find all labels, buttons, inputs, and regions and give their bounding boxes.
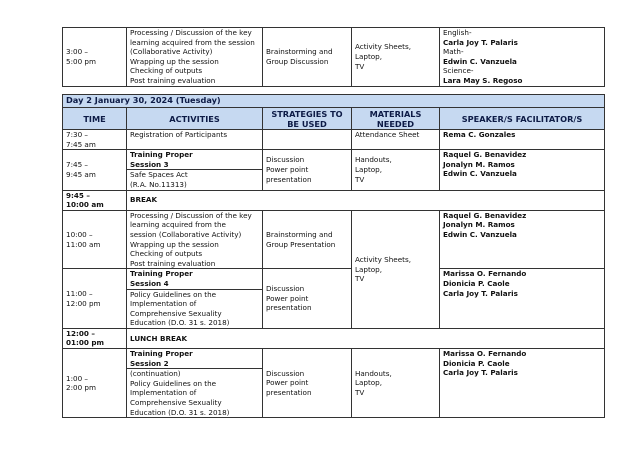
time-line: 3:00 – bbox=[66, 47, 89, 57]
strategy-line: Group Discussion bbox=[266, 56, 329, 66]
time-cell bbox=[63, 210, 127, 269]
time-cell bbox=[63, 269, 127, 329]
speaker-name: Edwin C. Vanzuela bbox=[443, 229, 517, 239]
material-line: TV bbox=[355, 174, 365, 184]
speaker-name: Dionicia P. Caole bbox=[443, 278, 510, 288]
time-line: 1:00 – bbox=[66, 373, 89, 383]
subject-label: Math- bbox=[443, 47, 464, 57]
material-line: Activity Sheets, bbox=[355, 42, 411, 52]
strategies-cell bbox=[263, 28, 352, 87]
time-line: 7:45 am bbox=[66, 139, 96, 149]
topic-line: Implementation of bbox=[130, 388, 197, 398]
materials-cell bbox=[352, 28, 440, 87]
session-title-line: Session 2 bbox=[130, 358, 169, 368]
activities-cell bbox=[127, 210, 263, 269]
strategy-line: Power point bbox=[266, 378, 309, 388]
materials-cell bbox=[352, 210, 440, 328]
topic-line: (R.A. No.11313) bbox=[130, 179, 187, 189]
activity-line: Wrapping up the session bbox=[130, 56, 219, 66]
header-activities: ACTIVITIES bbox=[127, 108, 263, 130]
material-line: Laptop, bbox=[355, 378, 383, 388]
speakers-cell bbox=[440, 210, 605, 269]
time-cell bbox=[63, 349, 127, 418]
material-line: Laptop, bbox=[355, 51, 383, 61]
time-line: 01:00 pm bbox=[66, 338, 105, 348]
day-title-row bbox=[63, 95, 605, 108]
speaker-name: Edwin C. Vanzuela bbox=[443, 56, 517, 66]
strategy-line: Group Presentation bbox=[266, 239, 336, 249]
activity-line: Checking of outputs bbox=[130, 66, 203, 76]
topic-line: Education (D.O. 31 s. 2018) bbox=[130, 318, 230, 328]
time-line: 12:00 – bbox=[66, 328, 95, 338]
material-line: TV bbox=[355, 61, 365, 71]
activity-line: Post training evaluation bbox=[130, 258, 216, 268]
time-cell bbox=[63, 328, 127, 348]
session-title-cell bbox=[127, 150, 263, 170]
speakers-cell bbox=[440, 269, 605, 329]
header-strategies: STRATEGIES TO BE USED bbox=[263, 108, 352, 130]
activity-line: Processing / Discussion of the key bbox=[130, 210, 252, 220]
strategy-line: Power point bbox=[266, 165, 309, 175]
time-line: 2:00 pm bbox=[66, 383, 96, 393]
speaker-name: Carla Joy T. Palaris bbox=[443, 288, 518, 298]
session-title-line: Training Proper bbox=[130, 349, 193, 359]
day1-continuation-table bbox=[62, 27, 605, 87]
table-row bbox=[63, 210, 605, 269]
speaker-name: Carla Joy T. Palaris bbox=[443, 368, 518, 378]
session-title-line: Training Proper bbox=[130, 150, 193, 160]
strategy-line: Power point bbox=[266, 293, 309, 303]
strategy-line: presentation bbox=[266, 387, 312, 397]
material-line: Handouts, bbox=[355, 368, 392, 378]
time-line: 9:45 – bbox=[66, 190, 90, 200]
time-line: 7:30 – bbox=[66, 130, 89, 139]
speaker-name: Lara May S. Regoso bbox=[443, 75, 523, 85]
time-line: 11:00 – bbox=[66, 289, 93, 298]
speakers-cell bbox=[440, 28, 605, 87]
strategy-line: Brainstorming and bbox=[266, 229, 333, 239]
strategy-line: Discussion bbox=[266, 155, 305, 165]
activities-cell bbox=[127, 28, 263, 87]
activity-line: (Collaborative Activity) bbox=[130, 47, 213, 57]
material-line: Activity Sheets, bbox=[355, 254, 411, 264]
subject-label: English- bbox=[443, 28, 472, 37]
strategy-line: Discussion bbox=[266, 368, 305, 378]
session-topic-cell bbox=[127, 369, 263, 418]
strategy-line: presentation bbox=[266, 303, 312, 313]
materials-cell bbox=[352, 349, 440, 418]
strategy-line: Discussion bbox=[266, 284, 305, 294]
strategy-line: presentation bbox=[266, 174, 312, 184]
activity-line: Checking of outputs bbox=[130, 249, 203, 259]
activity-line: learning acquired from the session bbox=[130, 37, 255, 47]
session-title-line: Training Proper bbox=[130, 269, 193, 279]
topic-line: Policy Guidelines on the bbox=[130, 289, 217, 299]
material-line: Laptop, bbox=[355, 165, 383, 175]
topic-line: Implementation of bbox=[130, 299, 197, 309]
time-line: 10:00 am bbox=[66, 200, 104, 210]
day-title: Day 2 January 30, 2024 (Tuesday) bbox=[63, 95, 605, 108]
time-line: 5:00 pm bbox=[66, 56, 96, 66]
speaker-cell: Rema C. Gonzales bbox=[440, 130, 605, 150]
time-line: 7:45 – bbox=[66, 160, 89, 170]
speaker-name: Raquel G. Benavidez bbox=[443, 150, 527, 160]
header-materials: MATERIALS NEEDED bbox=[352, 108, 440, 130]
day2-schedule-table bbox=[62, 94, 605, 418]
time-cell bbox=[63, 150, 127, 190]
strategy-line: Brainstorming and bbox=[266, 47, 333, 57]
activity-line: Wrapping up the session bbox=[130, 239, 219, 249]
activity-line: session (Collaborative Activity) bbox=[130, 229, 242, 239]
table-row bbox=[63, 328, 605, 348]
session-title-cell bbox=[127, 269, 263, 289]
speaker-name: Raquel G. Benavidez bbox=[443, 210, 527, 220]
session-topic-cell bbox=[127, 289, 263, 328]
strategies-cell bbox=[263, 150, 352, 190]
session-topic-cell bbox=[127, 170, 263, 190]
time-cell bbox=[63, 190, 127, 210]
lunch-label: LUNCH BREAK bbox=[127, 328, 605, 348]
strategies-cell bbox=[263, 269, 352, 329]
strategies-cell bbox=[263, 349, 352, 418]
header-time: TIME bbox=[63, 108, 127, 130]
topic-line: Safe Spaces Act bbox=[130, 170, 188, 180]
subject-label: Science- bbox=[443, 66, 474, 76]
time-line: 12:00 pm bbox=[66, 298, 101, 308]
table-row bbox=[63, 150, 605, 170]
activity-cell: Registration of Participants bbox=[127, 130, 263, 150]
session-title-line: Session 4 bbox=[130, 278, 169, 288]
topic-line: Education (D.O. 31 s. 2018) bbox=[130, 407, 230, 417]
topic-line: Comprehensive Sexuality bbox=[130, 308, 222, 318]
time-cell bbox=[63, 130, 127, 150]
table-row bbox=[63, 190, 605, 210]
activity-line: Post training evaluation bbox=[130, 75, 216, 85]
time-line: 10:00 – bbox=[66, 229, 93, 239]
time-cell bbox=[63, 28, 127, 87]
strategies-cell bbox=[263, 130, 352, 150]
speaker-name: Dionicia P. Caole bbox=[443, 358, 510, 368]
table-row bbox=[63, 130, 605, 150]
strategies-cell bbox=[263, 210, 352, 269]
speaker-name: Jonalyn M. Ramos bbox=[443, 220, 515, 230]
speaker-name: Jonalyn M. Ramos bbox=[443, 159, 515, 169]
speakers-cell bbox=[440, 150, 605, 190]
activity-line: Processing / Discussion of the key bbox=[130, 28, 252, 37]
speaker-name: Edwin C. Vanzuela bbox=[443, 169, 517, 179]
header-speakers: SPEAKER/S FACILITATOR/S bbox=[440, 108, 605, 130]
speaker-name: Marissa O. Fernando bbox=[443, 349, 527, 359]
speaker-name: Carla Joy T. Palaris bbox=[443, 37, 518, 47]
break-label: BREAK bbox=[127, 190, 605, 210]
activity-line: learning acquired from the bbox=[130, 220, 226, 230]
time-line: 9:45 am bbox=[66, 169, 96, 179]
material-line: TV bbox=[355, 274, 365, 284]
material-line: Handouts, bbox=[355, 155, 392, 165]
session-title-cell bbox=[127, 349, 263, 369]
materials-cell bbox=[352, 150, 440, 190]
topic-line: Comprehensive Sexuality bbox=[130, 398, 222, 408]
material-line: TV bbox=[355, 387, 365, 397]
time-line: 11:00 am bbox=[66, 239, 101, 249]
speakers-cell bbox=[440, 349, 605, 418]
topic-line: (continuation) bbox=[130, 369, 181, 379]
material-line: Laptop, bbox=[355, 264, 383, 274]
table-row bbox=[63, 269, 605, 289]
session-title-line: Session 3 bbox=[130, 159, 169, 169]
speaker-name: Marissa O. Fernando bbox=[443, 269, 527, 279]
table-row bbox=[63, 28, 605, 87]
table-row bbox=[63, 349, 605, 369]
header-row bbox=[63, 108, 605, 130]
materials-cell: Attendance Sheet bbox=[352, 130, 440, 150]
topic-line: Policy Guidelines on the bbox=[130, 378, 217, 388]
